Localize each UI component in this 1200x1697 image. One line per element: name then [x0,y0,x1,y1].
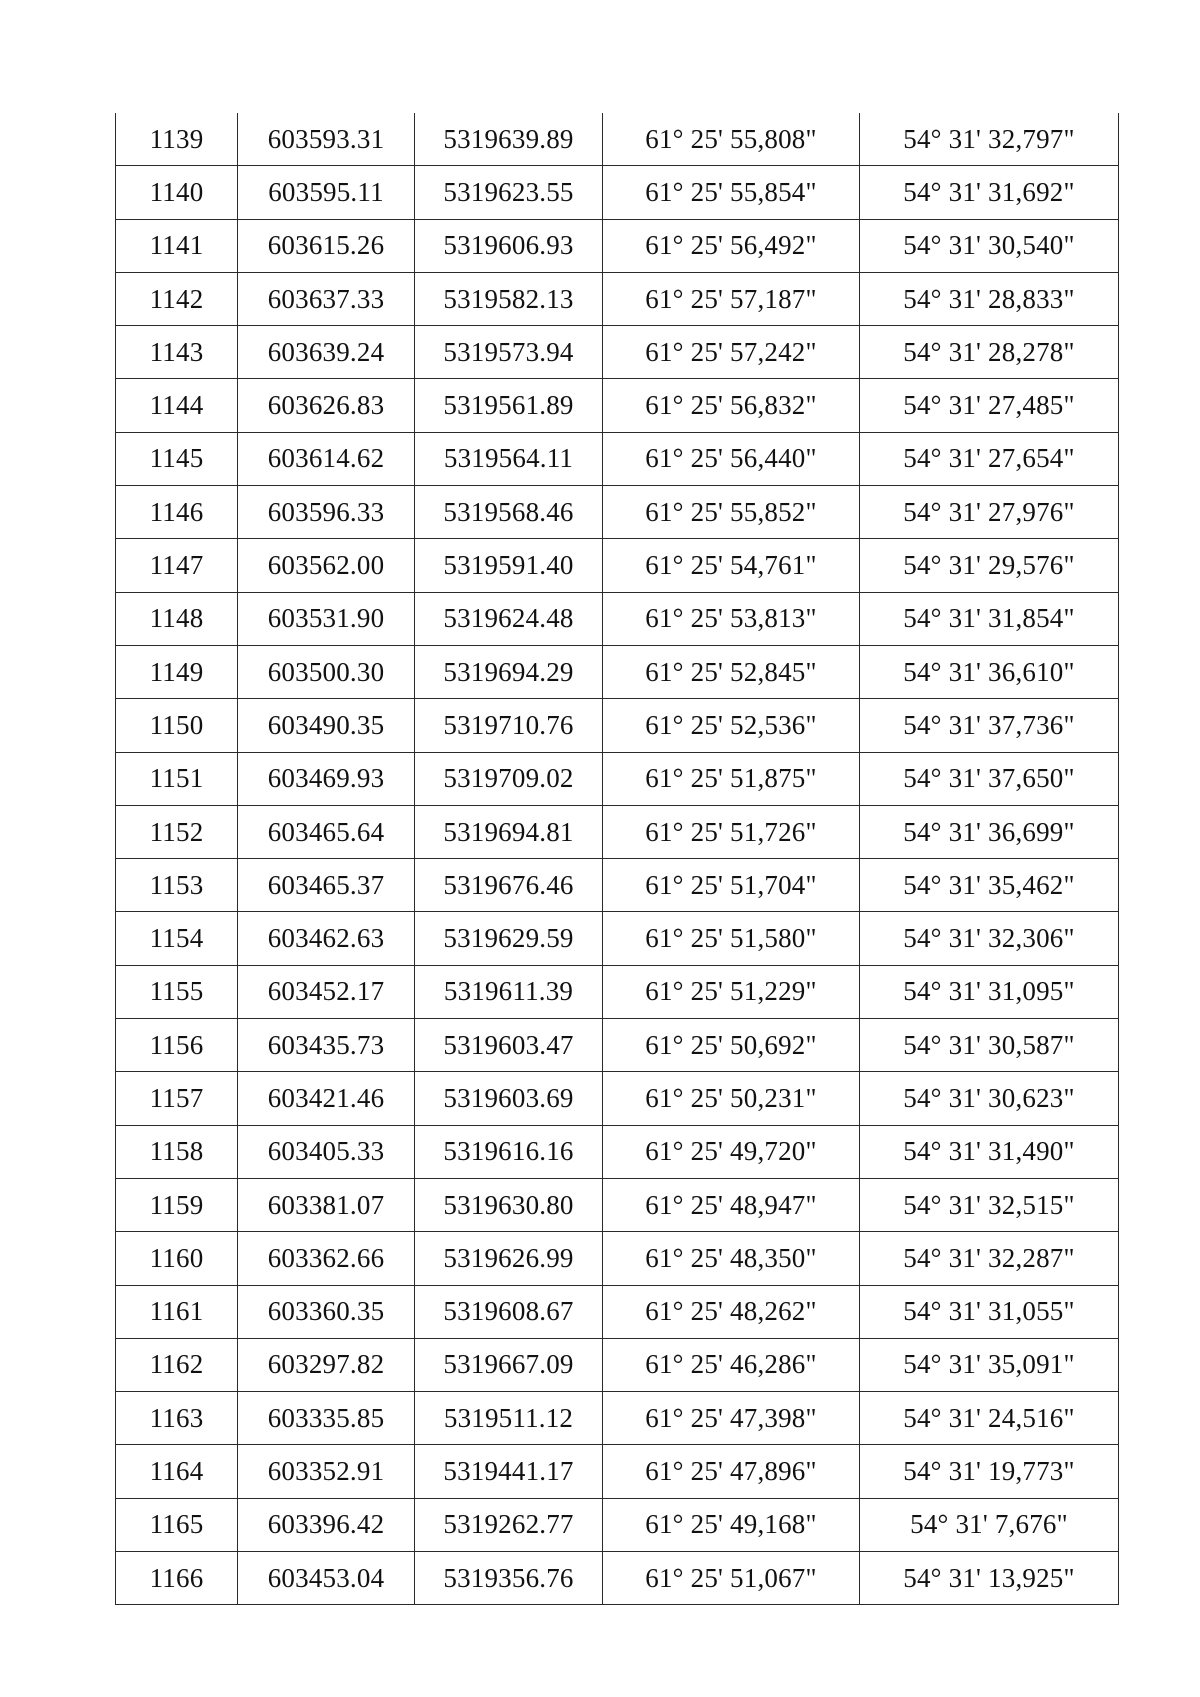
x-coordinate-cell: 603352.91 [238,1445,415,1498]
table-row [116,1232,1119,1285]
point-number-cell: 1159 [116,1178,238,1231]
x-coordinate-cell: 603637.33 [238,272,415,325]
point-number-cell: 1162 [116,1338,238,1391]
longitude-cell: 61° 25' 51,580" [603,912,860,965]
longitude-cell: 61° 25' 55,854" [603,166,860,219]
y-coordinate-cell: 5319608.67 [415,1285,603,1338]
point-number-cell: 1161 [116,1285,238,1338]
longitude-cell: 61° 25' 50,231" [603,1072,860,1125]
y-coordinate-cell: 5319603.47 [415,1019,603,1072]
x-coordinate-cell: 603626.83 [238,379,415,432]
latitude-cell: 54° 31' 29,576" [860,539,1119,592]
coordinates-table-body [116,113,1119,1605]
table-row [116,805,1119,858]
point-number-cell: 1160 [116,1232,238,1285]
longitude-cell: 61° 25' 56,492" [603,219,860,272]
table-row [116,326,1119,379]
x-coordinate-cell: 603615.26 [238,219,415,272]
longitude-cell: 61° 25' 54,761" [603,539,860,592]
y-coordinate-cell: 5319603.69 [415,1072,603,1125]
point-number-cell: 1163 [116,1392,238,1445]
longitude-cell: 61° 25' 56,832" [603,379,860,432]
latitude-cell: 54° 31' 30,623" [860,1072,1119,1125]
point-number-cell: 1140 [116,166,238,219]
point-number-cell: 1144 [116,379,238,432]
longitude-cell: 61° 25' 51,067" [603,1552,860,1605]
x-coordinate-cell: 603593.31 [238,113,415,166]
latitude-cell: 54° 31' 28,833" [860,272,1119,325]
x-coordinate-cell: 603435.73 [238,1019,415,1072]
longitude-cell: 61° 25' 51,229" [603,965,860,1018]
latitude-cell: 54° 31' 31,490" [860,1125,1119,1178]
x-coordinate-cell: 603381.07 [238,1178,415,1231]
latitude-cell: 54° 31' 13,925" [860,1552,1119,1605]
point-number-cell: 1154 [116,912,238,965]
point-number-cell: 1150 [116,699,238,752]
table-row [116,912,1119,965]
latitude-cell: 54° 31' 36,699" [860,805,1119,858]
table-row [116,1019,1119,1072]
y-coordinate-cell: 5319623.55 [415,166,603,219]
point-number-cell: 1155 [116,965,238,1018]
table-row [116,219,1119,272]
table-row [116,1552,1119,1605]
longitude-cell: 61° 25' 47,398" [603,1392,860,1445]
coordinates-table [115,113,1119,1605]
y-coordinate-cell: 5319630.80 [415,1178,603,1231]
table-row [116,1498,1119,1551]
table-row [116,379,1119,432]
y-coordinate-cell: 5319616.16 [415,1125,603,1178]
latitude-cell: 54° 31' 7,676" [860,1498,1119,1551]
longitude-cell: 61° 25' 57,187" [603,272,860,325]
longitude-cell: 61° 25' 51,726" [603,805,860,858]
x-coordinate-cell: 603469.93 [238,752,415,805]
y-coordinate-cell: 5319511.12 [415,1392,603,1445]
table-row [116,432,1119,485]
latitude-cell: 54° 31' 28,278" [860,326,1119,379]
x-coordinate-cell: 603562.00 [238,539,415,592]
y-coordinate-cell: 5319573.94 [415,326,603,379]
x-coordinate-cell: 603500.30 [238,645,415,698]
latitude-cell: 54° 31' 32,515" [860,1178,1119,1231]
x-coordinate-cell: 603462.63 [238,912,415,965]
x-coordinate-cell: 603405.33 [238,1125,415,1178]
table-row [116,1338,1119,1391]
y-coordinate-cell: 5319629.59 [415,912,603,965]
point-number-cell: 1142 [116,272,238,325]
table-row [116,272,1119,325]
y-coordinate-cell: 5319568.46 [415,486,603,539]
latitude-cell: 54° 31' 36,610" [860,645,1119,698]
latitude-cell: 54° 31' 35,462" [860,859,1119,912]
x-coordinate-cell: 603465.37 [238,859,415,912]
y-coordinate-cell: 5319611.39 [415,965,603,1018]
point-number-cell: 1166 [116,1552,238,1605]
y-coordinate-cell: 5319591.40 [415,539,603,592]
x-coordinate-cell: 603595.11 [238,166,415,219]
latitude-cell: 54° 31' 32,287" [860,1232,1119,1285]
y-coordinate-cell: 5319624.48 [415,592,603,645]
y-coordinate-cell: 5319606.93 [415,219,603,272]
longitude-cell: 61° 25' 52,536" [603,699,860,752]
latitude-cell: 54° 31' 30,540" [860,219,1119,272]
table-row [116,752,1119,805]
latitude-cell: 54° 31' 30,587" [860,1019,1119,1072]
point-number-cell: 1146 [116,486,238,539]
latitude-cell: 54° 31' 35,091" [860,1338,1119,1391]
x-coordinate-cell: 603362.66 [238,1232,415,1285]
longitude-cell: 61° 25' 55,852" [603,486,860,539]
longitude-cell: 61° 25' 52,845" [603,645,860,698]
y-coordinate-cell: 5319676.46 [415,859,603,912]
y-coordinate-cell: 5319356.76 [415,1552,603,1605]
x-coordinate-cell: 603531.90 [238,592,415,645]
longitude-cell: 61° 25' 57,242" [603,326,860,379]
table-row [116,699,1119,752]
y-coordinate-cell: 5319561.89 [415,379,603,432]
point-number-cell: 1141 [116,219,238,272]
point-number-cell: 1157 [116,1072,238,1125]
point-number-cell: 1156 [116,1019,238,1072]
point-number-cell: 1158 [116,1125,238,1178]
longitude-cell: 61° 25' 53,813" [603,592,860,645]
table-row [116,1178,1119,1231]
latitude-cell: 54° 31' 19,773" [860,1445,1119,1498]
x-coordinate-cell: 603421.46 [238,1072,415,1125]
y-coordinate-cell: 5319626.99 [415,1232,603,1285]
table-row [116,113,1119,166]
table-row [116,486,1119,539]
x-coordinate-cell: 603596.33 [238,486,415,539]
longitude-cell: 61° 25' 48,262" [603,1285,860,1338]
x-coordinate-cell: 603614.62 [238,432,415,485]
y-coordinate-cell: 5319709.02 [415,752,603,805]
y-coordinate-cell: 5319262.77 [415,1498,603,1551]
y-coordinate-cell: 5319694.81 [415,805,603,858]
point-number-cell: 1164 [116,1445,238,1498]
latitude-cell: 54° 31' 32,797" [860,113,1119,166]
latitude-cell: 54° 31' 27,485" [860,379,1119,432]
table-row [116,1285,1119,1338]
y-coordinate-cell: 5319441.17 [415,1445,603,1498]
longitude-cell: 61° 25' 49,168" [603,1498,860,1551]
y-coordinate-cell: 5319694.29 [415,645,603,698]
table-row [116,1072,1119,1125]
latitude-cell: 54° 31' 31,692" [860,166,1119,219]
latitude-cell: 54° 31' 32,306" [860,912,1119,965]
y-coordinate-cell: 5319639.89 [415,113,603,166]
latitude-cell: 54° 31' 31,854" [860,592,1119,645]
y-coordinate-cell: 5319710.76 [415,699,603,752]
x-coordinate-cell: 603360.35 [238,1285,415,1338]
latitude-cell: 54° 31' 27,654" [860,432,1119,485]
y-coordinate-cell: 5319582.13 [415,272,603,325]
table-row [116,592,1119,645]
x-coordinate-cell: 603335.85 [238,1392,415,1445]
y-coordinate-cell: 5319667.09 [415,1338,603,1391]
point-number-cell: 1139 [116,113,238,166]
table-row [116,1392,1119,1445]
latitude-cell: 54° 31' 37,650" [860,752,1119,805]
x-coordinate-cell: 603453.04 [238,1552,415,1605]
table-row [116,965,1119,1018]
point-number-cell: 1145 [116,432,238,485]
longitude-cell: 61° 25' 50,692" [603,1019,860,1072]
latitude-cell: 54° 31' 31,055" [860,1285,1119,1338]
longitude-cell: 61° 25' 47,896" [603,1445,860,1498]
x-coordinate-cell: 603396.42 [238,1498,415,1551]
latitude-cell: 54° 31' 24,516" [860,1392,1119,1445]
point-number-cell: 1143 [116,326,238,379]
latitude-cell: 54° 31' 31,095" [860,965,1119,1018]
longitude-cell: 61° 25' 48,947" [603,1178,860,1231]
longitude-cell: 61° 25' 51,704" [603,859,860,912]
point-number-cell: 1149 [116,645,238,698]
table-row [116,539,1119,592]
point-number-cell: 1152 [116,805,238,858]
x-coordinate-cell: 603639.24 [238,326,415,379]
x-coordinate-cell: 603465.64 [238,805,415,858]
point-number-cell: 1147 [116,539,238,592]
latitude-cell: 54° 31' 37,736" [860,699,1119,752]
table-row [116,859,1119,912]
table-row [116,1125,1119,1178]
longitude-cell: 61° 25' 46,286" [603,1338,860,1391]
longitude-cell: 61° 25' 56,440" [603,432,860,485]
longitude-cell: 61° 25' 51,875" [603,752,860,805]
x-coordinate-cell: 603452.17 [238,965,415,1018]
longitude-cell: 61° 25' 55,808" [603,113,860,166]
x-coordinate-cell: 603490.35 [238,699,415,752]
table-row [116,166,1119,219]
point-number-cell: 1165 [116,1498,238,1551]
table-row [116,645,1119,698]
point-number-cell: 1148 [116,592,238,645]
longitude-cell: 61° 25' 48,350" [603,1232,860,1285]
longitude-cell: 61° 25' 49,720" [603,1125,860,1178]
point-number-cell: 1151 [116,752,238,805]
y-coordinate-cell: 5319564.11 [415,432,603,485]
x-coordinate-cell: 603297.82 [238,1338,415,1391]
point-number-cell: 1153 [116,859,238,912]
table-row [116,1445,1119,1498]
latitude-cell: 54° 31' 27,976" [860,486,1119,539]
